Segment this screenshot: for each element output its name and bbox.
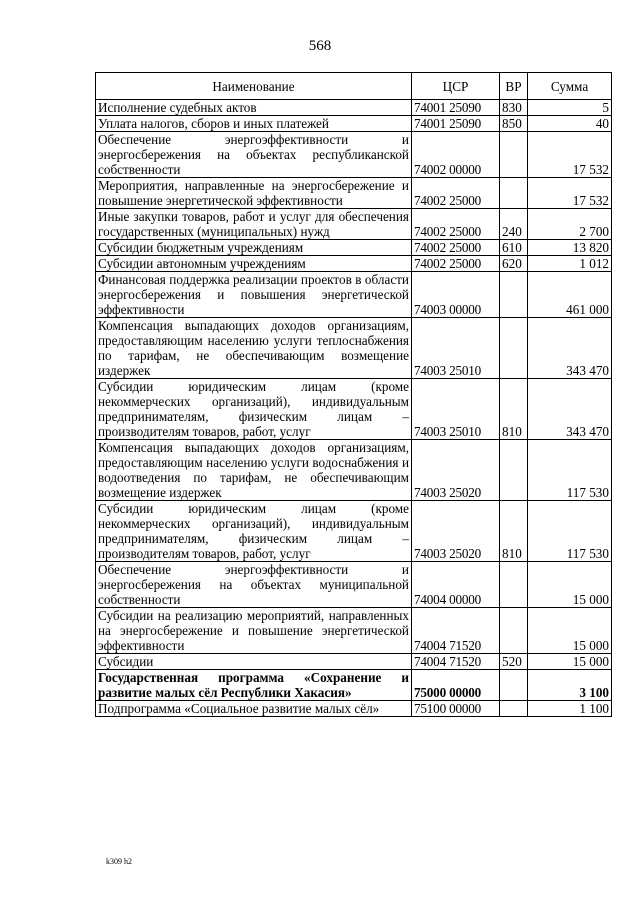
header-sum: Сумма [528, 73, 612, 100]
cell-name: Подпрограмма «Социальное развитие малых сёл» [96, 701, 412, 717]
cell-csr: 75000 00000 [412, 670, 500, 701]
header-name: Наименование [96, 73, 412, 100]
table-row [96, 318, 612, 379]
cell-sum: 17 532 [528, 132, 612, 178]
cell-csr: 74001 25090 [412, 116, 500, 132]
cell-vr [500, 132, 528, 178]
cell-vr: 620 [500, 256, 528, 272]
budget-table [95, 72, 612, 717]
cell-name: Субсидии на реализацию мероприятий, направленных на энергосбережение и повышение энергетической эффективности [96, 608, 412, 654]
cell-sum: 13 820 [528, 240, 612, 256]
table-row [96, 379, 612, 440]
table-row [96, 100, 612, 116]
cell-sum: 343 470 [528, 379, 612, 440]
table-row [96, 178, 612, 209]
cell-csr: 74001 25090 [412, 100, 500, 116]
cell-csr: 75100 00000 [412, 701, 500, 717]
cell-vr [500, 701, 528, 717]
table-row [96, 670, 612, 701]
cell-csr: 74004 71520 [412, 608, 500, 654]
cell-name: Обеспечение энергоэффективности и энергосбережения на объектах муниципальной собственности [96, 562, 412, 608]
cell-vr [500, 608, 528, 654]
cell-sum: 3 100 [528, 670, 612, 701]
cell-vr: 850 [500, 116, 528, 132]
cell-sum: 15 000 [528, 608, 612, 654]
cell-name: Субсидии юридическим лицам (кроме некоммерческих организаций), индивидуальным предпринимателям, физическим лицам – производителям товаров, работ, услуг [96, 379, 412, 440]
cell-vr [500, 318, 528, 379]
cell-csr: 74003 25010 [412, 379, 500, 440]
cell-sum: 1 012 [528, 256, 612, 272]
table-row [96, 440, 612, 501]
cell-csr: 74003 25020 [412, 501, 500, 562]
table-row [96, 654, 612, 670]
cell-sum: 2 700 [528, 209, 612, 240]
cell-csr: 74003 00000 [412, 272, 500, 318]
cell-csr: 74002 25000 [412, 209, 500, 240]
cell-sum: 1 100 [528, 701, 612, 717]
cell-name: Компенсация выпадающих доходов организациям, предоставляющим населению услуги теплоснабжения по тарифам, не обеспечивающим возмещение издержек [96, 318, 412, 379]
cell-name: Субсидии юридическим лицам (кроме некоммерческих организаций), индивидуальным предпринимателям, физическим лицам – производителям товаров, работ, услуг [96, 501, 412, 562]
cell-name: Иные закупки товаров, работ и услуг для обеспечения государственных (муниципальных) нужд [96, 209, 412, 240]
table-row [96, 501, 612, 562]
cell-sum: 117 530 [528, 501, 612, 562]
cell-csr: 74002 25000 [412, 240, 500, 256]
table-row [96, 562, 612, 608]
cell-vr [500, 440, 528, 501]
cell-name: Мероприятия, направленные на энергосбережение и повышение энергетической эффективности [96, 178, 412, 209]
cell-name: Обеспечение энергоэффективности и энергосбережения на объектах республиканской собственности [96, 132, 412, 178]
cell-csr: 74003 25020 [412, 440, 500, 501]
cell-sum: 343 470 [528, 318, 612, 379]
cell-sum: 117 530 [528, 440, 612, 501]
cell-vr: 830 [500, 100, 528, 116]
cell-name: Государственная программа «Сохранение и развитие малых сёл Республики Хакасия» [96, 670, 412, 701]
cell-name: Субсидии бюджетным учреждениям [96, 240, 412, 256]
cell-vr [500, 272, 528, 318]
table-row [96, 608, 612, 654]
header-csr: ЦСР [412, 73, 500, 100]
cell-sum: 17 532 [528, 178, 612, 209]
cell-name: Финансовая поддержка реализации проектов в области энергосбережения и повышения энергетической эффективности [96, 272, 412, 318]
table-row [96, 240, 612, 256]
cell-sum: 15 000 [528, 562, 612, 608]
cell-vr: 240 [500, 209, 528, 240]
cell-vr [500, 562, 528, 608]
header-vr: ВР [500, 73, 528, 100]
cell-name: Исполнение судебных актов [96, 100, 412, 116]
table-row [96, 209, 612, 240]
cell-csr: 74004 71520 [412, 654, 500, 670]
table-row [96, 701, 612, 717]
cell-name: Компенсация выпадающих доходов организациям, предоставляющим населению услуги водоснабжения и водоотведения по тарифам, не обеспечивающим возмещение издержек [96, 440, 412, 501]
table-header-row [96, 73, 612, 100]
cell-csr: 74002 25000 [412, 178, 500, 209]
cell-csr: 74003 25010 [412, 318, 500, 379]
cell-name: Субсидии [96, 654, 412, 670]
table-row [96, 256, 612, 272]
cell-csr: 74004 00000 [412, 562, 500, 608]
cell-name: Уплата налогов, сборов и иных платежей [96, 116, 412, 132]
table-row [96, 272, 612, 318]
footer-code: k309 h2 [106, 857, 132, 866]
cell-sum: 15 000 [528, 654, 612, 670]
cell-name: Субсидии автономным учреждениям [96, 256, 412, 272]
cell-vr: 610 [500, 240, 528, 256]
cell-vr: 810 [500, 379, 528, 440]
cell-sum: 40 [528, 116, 612, 132]
table-row [96, 132, 612, 178]
page-number: 568 [308, 38, 332, 54]
table-row [96, 116, 612, 132]
cell-vr [500, 178, 528, 209]
cell-vr: 520 [500, 654, 528, 670]
cell-vr: 810 [500, 501, 528, 562]
cell-sum: 5 [528, 100, 612, 116]
cell-sum: 461 000 [528, 272, 612, 318]
cell-vr [500, 670, 528, 701]
cell-csr: 74002 25000 [412, 256, 500, 272]
cell-csr: 74002 00000 [412, 132, 500, 178]
